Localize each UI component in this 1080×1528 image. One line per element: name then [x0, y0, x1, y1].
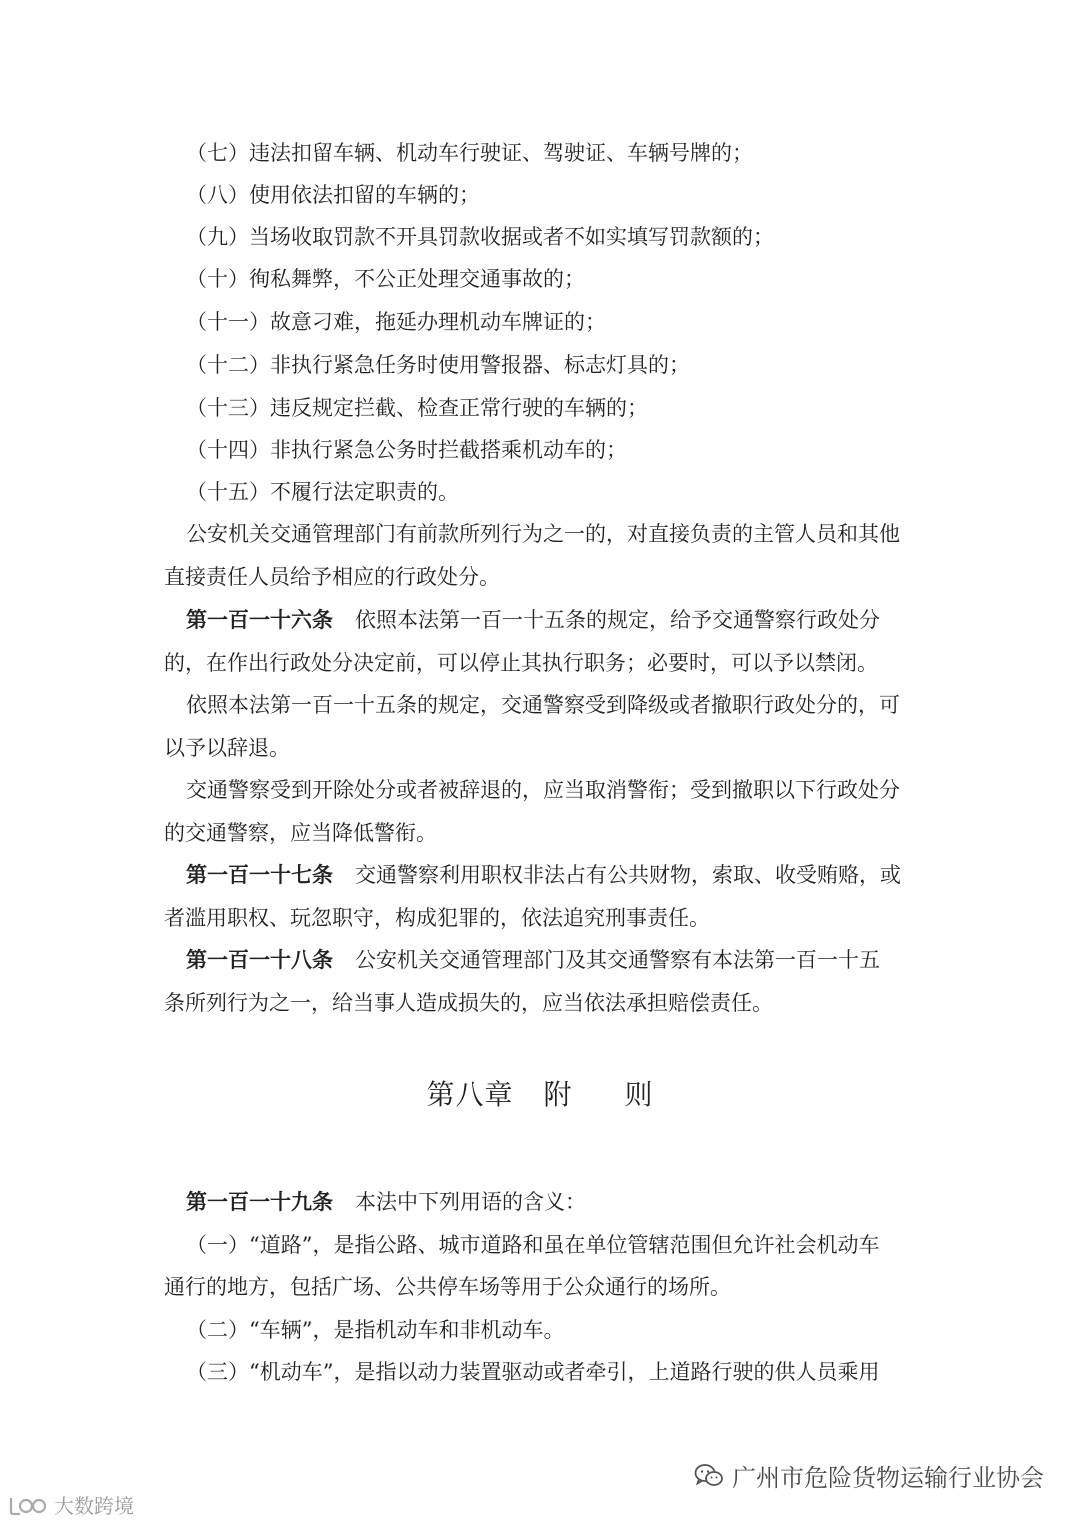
text-line: 直接责任人员给予相应的行政处分。	[164, 565, 500, 589]
text-line: （二）“车辆”，是指机动车和非机动车。	[186, 1318, 565, 1342]
text-line: 交通警察受到开除处分或者被辞退的，应当取消警衔；受到撤职以下行政处分	[186, 778, 900, 802]
article-number: 第一百一十六条	[186, 607, 333, 632]
text-line: 条所列行为之一，给当事人造成损失的，应当依法承担赔偿责任。	[164, 991, 773, 1015]
text-line: （十二）非执行紧急任务时使用警报器、标志灯具的；	[186, 353, 690, 377]
text-line: （十四）非执行紧急公务时拦截搭乘机动车的；	[186, 438, 627, 462]
article-number: 第一百一十七条	[186, 862, 333, 887]
article-119-line	[186, 1187, 946, 1217]
article-text: 本法中下列用语的含义：	[355, 1190, 586, 1214]
article-text: 依照本法第一百一十五条的规定，给予交通警察行政处分	[355, 608, 880, 632]
text-line: 的交通警察，应当降低警衔。	[164, 821, 437, 845]
article-118-line	[186, 945, 946, 975]
article-number: 第一百一十九条	[186, 1189, 333, 1214]
text-line: （十一）故意刁难，拖延办理机动车牌证的；	[186, 310, 606, 334]
text-line: 者滥用职权、玩忽职守，构成犯罪的，依法追究刑事责任。	[164, 906, 710, 930]
text-line: （三）“机动车”，是指以动力装置驱动或者牵引，上道路行驶的供人员乘用	[186, 1360, 880, 1384]
watermark-text: 大数跨境	[54, 1494, 134, 1518]
text-line: （十）徇私舞弊，不公正处理交通事故的；	[186, 267, 585, 291]
article-text: 公安机关交通管理部门及其交通警察有本法第一百一十五	[355, 948, 880, 972]
text-line: 的，在作出行政处分决定前，可以停止其执行职务；必要时，可以予以禁闭。	[164, 651, 878, 675]
chapter-title-word: 则	[624, 1078, 654, 1111]
text-line: 通行的地方，包括广场、公共停车场等用于公众通行的场所。	[164, 1275, 731, 1299]
article-number: 第一百一十八条	[186, 947, 333, 972]
article-116-line	[186, 605, 946, 635]
text-line: （八）使用依法扣留的车辆的；	[186, 183, 480, 207]
watermark-right	[694, 1458, 1044, 1493]
chapter-title-word: 附	[543, 1078, 573, 1111]
text-line: 以予以辞退。	[164, 736, 290, 760]
text-line: 公安机关交通管理部门有前款所列行为之一的，对直接负责的主管人员和其他	[186, 522, 900, 546]
article-text: 交通警察利用职权非法占有公共财物，索取、收受贿赂，或	[355, 863, 901, 887]
watermark-left	[8, 1490, 134, 1519]
watermark-text: 广州市危险货物运输行业协会	[732, 1464, 1044, 1492]
text-line: （十三）违反规定拦截、检查正常行驶的车辆的；	[186, 396, 648, 420]
text-line: （七）违法扣留车辆、机动车行驶证、驾驶证、车辆号牌的；	[186, 141, 753, 165]
chapter-heading	[0, 1077, 1080, 1113]
chapter-number: 第八章	[426, 1078, 514, 1111]
text-line: （一）“道路”，是指公路、城市道路和虽在单位管辖范围但允许社会机动车	[186, 1233, 880, 1257]
text-line: 依照本法第一百一十五条的规定，交通警察受到降级或者撤职行政处分的，可	[186, 693, 900, 717]
bigdata-logo-icon	[8, 1494, 48, 1516]
text-line: （十五）不履行法定职责的。	[186, 480, 459, 504]
article-117-line	[186, 860, 946, 890]
text-line: （九）当场收取罚款不开具罚款收据或者不如实填写罚款额的；	[186, 225, 774, 249]
wechat-icon	[694, 1463, 724, 1489]
